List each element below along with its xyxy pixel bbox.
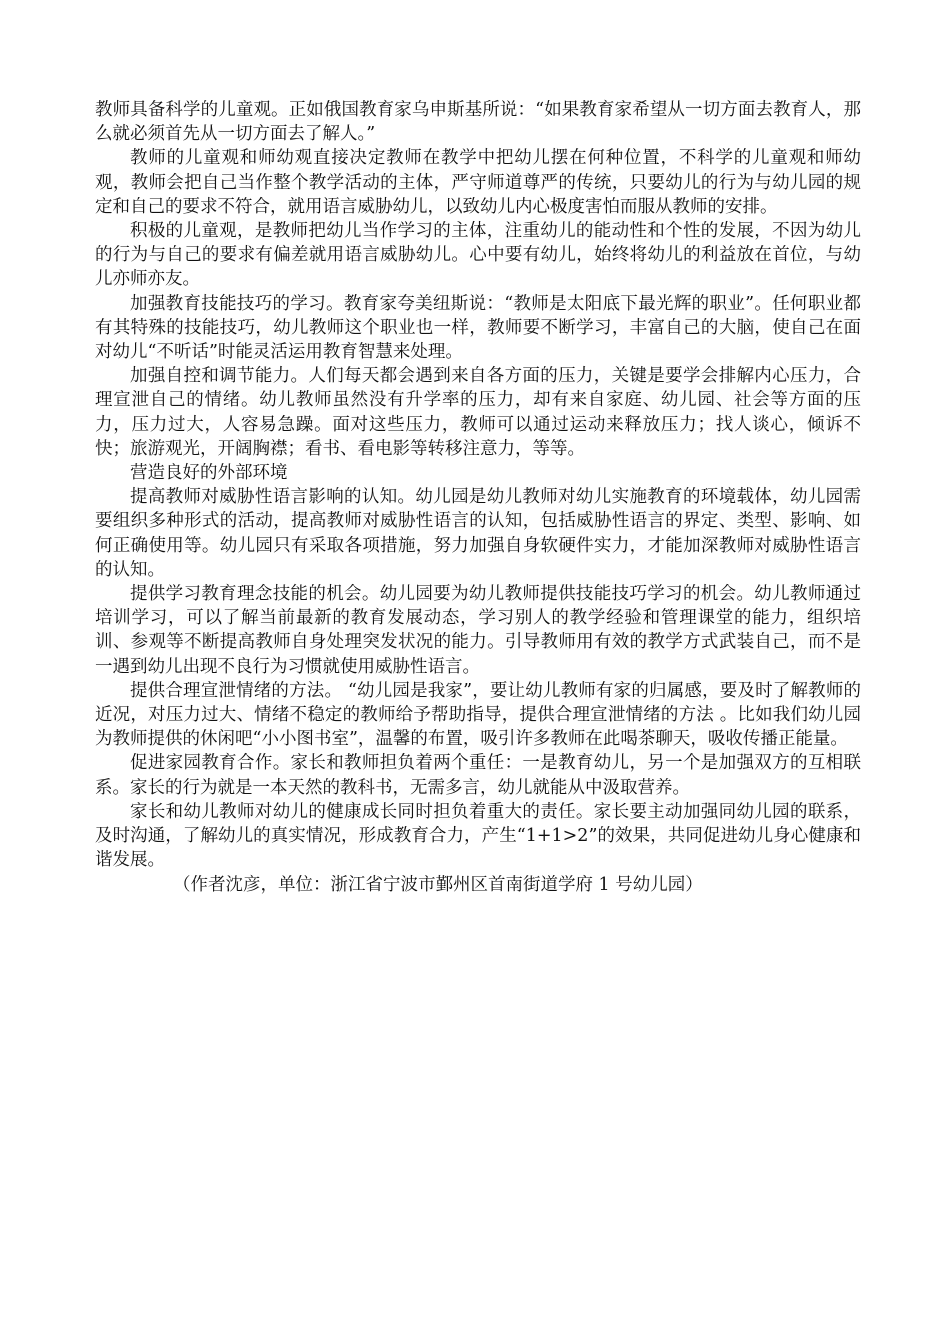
article-body	[95, 98, 861, 897]
paragraph-home-school-cooperation: 促进家园教育合作。家长和教师担负着两个重任：一是教育幼儿，另一个是加强双方的互相联系。家长的行为就是一本天然的教科书，无需多言，幼儿就能从中汲取营养。	[95, 753, 861, 798]
paragraph-awareness: 提高教师对威胁性语言影响的认知。幼儿园是幼儿教师对幼儿实施教育的环境载体，幼儿园需要组织多种形式的活动，提高教师对威胁性语言的认知，包括威胁性语言的界定、类型、影响、如何正确使用等。幼儿园只有采取各项措施，努力加强自身软硬件实力，才能加深教师对威胁性语言的认知。	[95, 487, 861, 580]
author-signature: （作者沈彦，单位：浙江省宁波市鄞州区首南街道学府 1 号幼儿园）	[173, 874, 703, 895]
paragraph-teacher-child-view: 教师的儿童观和师幼观直接决定教师在教学中把幼儿摆在何种位置，不科学的儿童观和师幼观，教师会把自己当作整个教学活动的主体，严守师道尊严的传统，只要幼儿的行为与幼儿园的规定和自己的要求不符合，就用语言威胁幼儿，以致幼儿内心极度害怕而服从教师的安排。	[95, 148, 861, 217]
paragraph-positive-child-view: 积极的儿童观，是教师把幼儿当作学习的主体，注重幼儿的能动性和个性的发展，不因为幼儿的行为与自己的要求有偏差就用语言威胁幼儿。心中要有幼儿，始终将幼儿的利益放在首位，与幼儿亦师亦友。	[95, 221, 861, 290]
paragraph-parents-responsibility: 家长和幼儿教师对幼儿的健康成长同时担负着重大的责任。家长要主动加强同幼儿园的联系，及时沟通，了解幼儿的真实情况，形成教育合力，产生“1+1>2”的效果，共同促进幼儿身心健康和谐发展。	[95, 801, 861, 871]
paragraph-self-control: 加强自控和调节能力。人们每天都会遇到来自各方面的压力，关键是要学会排解内心压力，合理宣泄自己的情绪。幼儿教师虽然没有升学率的压力，却有来自家庭、幼儿园、社会等方面的压力，压力过大，人容易急躁。面对这些压力，教师可以通过运动来释放压力；找人谈心，倾诉不快；旅游观光，开阔胸襟；看书、看电影等转移注意力，等等。	[95, 366, 861, 459]
paragraph-training-opportunities: 提供学习教育理念技能的机会。幼儿园要为幼儿教师提供技能技巧学习的机会。幼儿教师通过培训学习，可以了解当前最新的教育发展动态，学习别人的教学经验和管理课堂的能力，组织培训、参观等不断提高教师自身处理突发状况的能力。引导教师用有效的教学方式武装自己，而不是一遇到幼儿出现不良行为习惯就使用威胁性语言。	[95, 584, 861, 677]
paragraph-skills-learning: 加强教育技能技巧的学习。教育家夸美纽斯说：“教师是太阳底下最光辉的职业”。任何职业都有其特殊的技能技巧，幼儿教师这个职业也一样，教师要不断学习，丰富自己的大脑，使自己在面对幼儿“不听话”时能灵活运用教育智慧来处理。	[95, 293, 861, 363]
paragraph-child-view: 教师具备科学的儿童观。正如俄国教育家乌申斯基所说：“如果教育家希望从一切方面去教育人，那么就必须首先从一切方面去了解人。”	[95, 100, 861, 145]
paragraph-emotional-release: 提供合理宣泄情绪的方法。 “幼儿园是我家”，要让幼儿教师有家的归属感，要及时了解教师的近况，对压力过大、情绪不稳定的教师给予帮助指导，提供合理宣泄情绪的方法 。比如我们幼儿园为教师提供的休闲吧“小小图书室”，温馨的布置，吸引许多教师在此喝茶聊天，吸收传播正能量。	[95, 680, 861, 750]
section-heading-external-environment: 营造良好的外部环境	[130, 463, 288, 484]
